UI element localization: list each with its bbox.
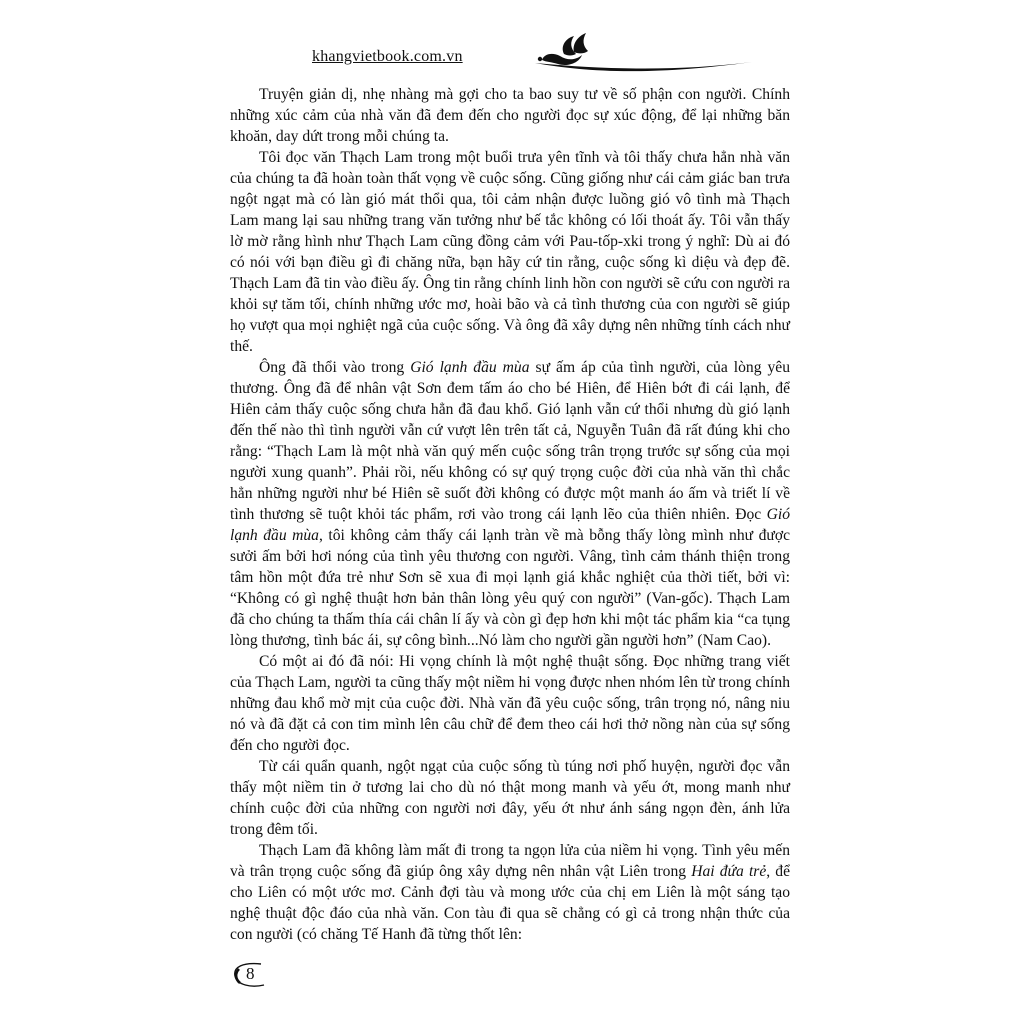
italic-title: Gió lạnh đầu mùa: [230, 506, 790, 544]
paragraph: [230, 84, 790, 147]
text-run: sự ấm áp của tình người, của lòng yêu thương. Ông đã để nhân vật Sơn đem tấm áo cho bé Hiên, để Hiên bớt đi cái lạnh, để Hiên cảm thấy cuộc sống chưa hẳn đã đau khổ. Gió lạnh vẫn cứ thổi nhưng dù gió lạnh đến thế nào thì tình người vẫn cứ vượt lên trên tất cả, Nguyễn Tuân đã rất đúng khi cho rằng: “Thạch Lam là một nhà văn quý mến cuộc sống trân trọng trước sự sống của mọi người xung quanh”. Phải rồi, nếu không có sự quý trọng cuộc đời của nhà văn thì chắc hẳn những người như bé Hiên sẽ suốt đời không có được một manh áo ấm và triết lí về tình thương sẽ tuột khỏi tác phẩm, rơi vào trong cái lạnh lẽo của thiên nhiên. Đọc: [230, 359, 790, 523]
text-run: Ông đã thổi vào trong: [259, 359, 411, 376]
paragraph: [230, 357, 790, 651]
page-number: 8: [246, 964, 255, 983]
text-run: Truyện giản dị, nhẹ nhàng mà gợi cho ta bao suy tư về số phận con người. Chính những xúc cảm của nhà văn đã đem đến cho người đọc sự xúc động, để lại những băn khoăn, day dứt trong mỗi chúng ta.: [230, 86, 790, 145]
text-run: Thạch Lam đã không làm mất đi trong ta ngọn lửa của niềm hi vọng. Tình yêu mến và trân trọng cuộc sống đã giúp ông xây dựng nên nhân vật Liên trong: [230, 842, 790, 880]
swan-logo-icon: [530, 30, 760, 80]
paragraph: [230, 147, 790, 357]
text-run: Tôi đọc văn Thạch Lam trong một buổi trưa yên tĩnh và tôi thấy chưa hẳn nhà văn của chúng ta đã hoàn toàn thất vọng về cuộc sống. Cũng giống như cái cảm giác ban trưa ngột ngạt mà có làn gió mát thổi qua, tôi cảm nhận được luồng gió vô tình mà Thạch Lam mang lại sau những trang văn tưởng như bế tắc không có lối thoát ấy. Tôi vẫn thấy lờ mờ rằng hình như Thạch Lam cũng đồng cảm với Pau-tốp-xki trong ý nghĩ: Dù ai đó có nói với bạn điều gì đi chăng nữa, bạn hãy cứ tin rằng, cuộc sống kì diệu và đẹp đẽ. Thạch Lam đã tin vào điều ấy. Ông tin rằng chính linh hồn con người sẽ cứu con người ra khỏi sự tăm tối, chính những ước mơ, hoài bão và cả tình thương của con người sẽ giúp họ vượt qua mọi nghiệt ngã của cuộc sống. Và ông đã xây dựng nên những tính cách như thế.: [230, 149, 790, 355]
text-run: , để cho Liên có một ước mơ. Cảnh đợi tàu và mong ước của chị em Liên là một sáng tạo nghệ thuật độc đáo của nhà văn. Con tàu đi qua sẽ chẳng có gì cả trong nhận thức của con người (có chăng Tế Hanh đã từng thốt lên:: [230, 863, 791, 943]
italic-title: Hai đứa trẻ: [691, 863, 767, 880]
text-run: , tôi không cảm thấy cái lạnh tràn về mà bỗng thấy lòng mình như được sưởi ấm bởi hơi nóng của tình yêu thương con người. Vâng, tình cảm thánh thiện trong tâm hồn một đứa trẻ như Sơn sẽ xua đi mọi lạnh giá khắc nghiệt của thời tiết, bởi vì: “Không có gì nghệ thuật hơn bản thân lòng yêu quý con người” (Van-gốc). Thạch Lam đã cho chúng ta thấm thía cái chân lí ấy và còn gì đẹp hơn khi một tác phẩm kia “ca tụng lòng thương, tình bác ái, sự công bình...Nó làm cho người gần người hơn” (Nam Cao).: [230, 527, 791, 649]
paragraph: [230, 840, 790, 945]
article-body: [230, 84, 790, 945]
header-site-url: khangvietbook.com.vn: [312, 48, 463, 65]
page-number-badge: [231, 961, 267, 989]
paragraph: [230, 756, 790, 840]
text-run: Có một ai đó đã nói: Hi vọng chính là một nghệ thuật sống. Đọc những trang viết của Thạch Lam, người ta cũng thấy một niềm hi vọng được nhen nhóm lên từ trong chính những đau khổ mờ mịt của cuộc đời. Nhà văn đã yêu cuộc sống, trân trọng nó, nâng niu nó và đã đặt cả con tim mình lên câu chữ để đem theo cái hơi thở nồng nàn của sự sống đến cho người đọc.: [230, 653, 790, 754]
paragraph: [230, 651, 790, 756]
italic-title: Gió lạnh đầu mùa: [410, 359, 530, 376]
text-run: Từ cái quẩn quanh, ngột ngạt của cuộc sống tù túng nơi phố huyện, người đọc vẫn thấy một niềm tin ở tương lai cho dù nó thật mong manh và yếu ớt, mong manh như chính cuộc đời của những con người nơi đây, yếu ớt như ánh sáng ngọn đèn, ánh lửa trong đêm tối.: [230, 758, 790, 838]
